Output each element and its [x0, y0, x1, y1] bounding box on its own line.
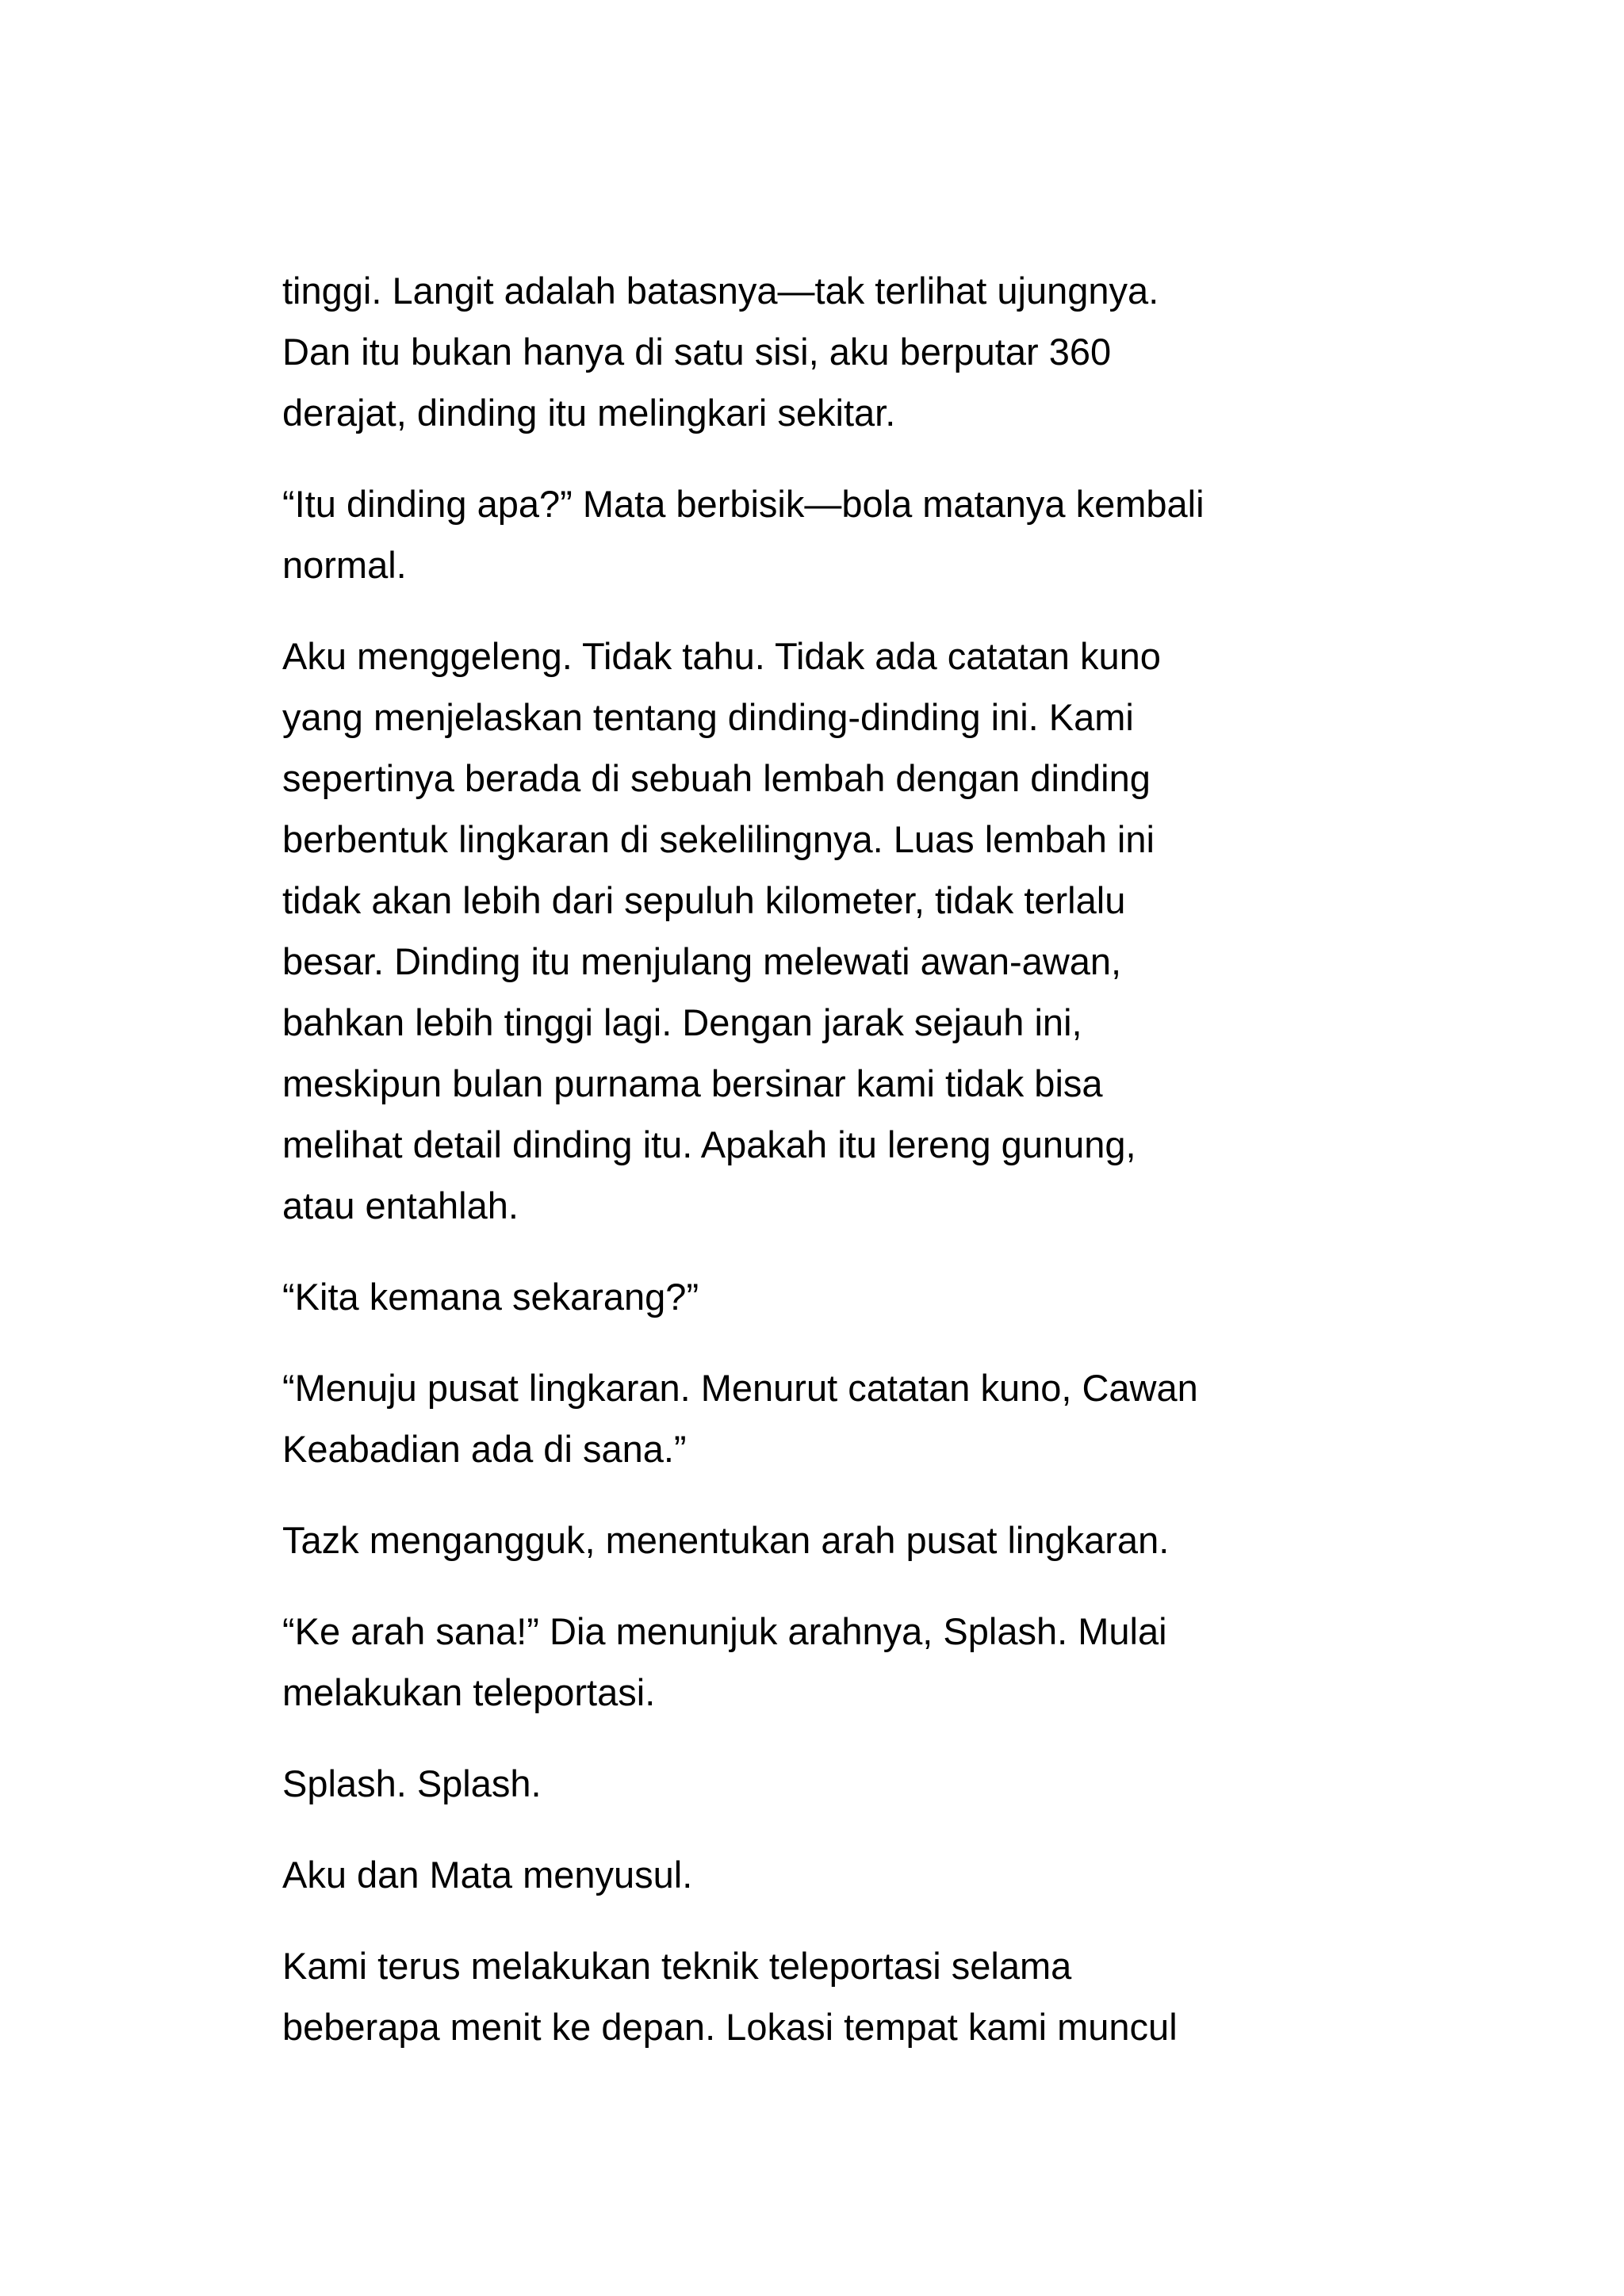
text-line: beberapa menit ke depan. Lokasi tempat kami muncul: [282, 2006, 1178, 2048]
paragraph: [282, 1753, 1424, 1814]
text-line: atau entahlah.: [282, 1184, 519, 1226]
paragraph: [282, 1510, 1424, 1571]
text-line: bahkan lebih tinggi lagi. Dengan jarak sejauh ini,: [282, 1001, 1082, 1043]
text-line: derajat, dinding itu melingkari sekitar.: [282, 392, 896, 434]
text-line: “Menuju pusat lingkaran. Menurut catatan kuno, Cawan: [282, 1367, 1198, 1409]
paragraph: [282, 626, 1424, 1236]
text-line: Aku dan Mata menyusul.: [282, 1854, 693, 1896]
text-line: Splash. Splash.: [282, 1762, 542, 1804]
body-text: [282, 260, 1424, 2087]
text-line: Kami terus melakukan teknik teleportasi selama: [282, 1945, 1072, 1987]
paragraph: [282, 1935, 1424, 2057]
text-line: besar. Dinding itu menjulang melewati awan-awan,: [282, 940, 1122, 982]
text-line: “Ke arah sana!” Dia menunjuk arahnya, Splash. Mulai: [282, 1610, 1167, 1652]
paragraph: [282, 1266, 1424, 1327]
text-line: sepertinya berada di sebuah lembah dengan dinding: [282, 757, 1151, 799]
paragraph: [282, 1357, 1424, 1479]
text-line: meskipun bulan purnama bersinar kami tidak bisa: [282, 1062, 1103, 1104]
text-line: berbentuk lingkaran di sekelilingnya. Luas lembah ini: [282, 818, 1155, 860]
text-line: “Itu dinding apa?” Mata berbisik—bola matanya kembali: [282, 483, 1205, 525]
text-line: tidak akan lebih dari sepuluh kilometer, tidak terlalu: [282, 879, 1126, 921]
paragraph: [282, 1601, 1424, 1723]
text-line: Dan itu bukan hanya di satu sisi, aku berputar 360: [282, 331, 1112, 373]
text-line: melakukan teleportasi.: [282, 1671, 656, 1713]
text-line: normal.: [282, 544, 407, 586]
text-line: Keabadian ada di sana.”: [282, 1428, 687, 1470]
text-line: “Kita kemana sekarang?”: [282, 1276, 699, 1318]
text-line: Tazk mengangguk, menentukan arah pusat lingkaran.: [282, 1519, 1170, 1561]
text-line: melihat detail dinding itu. Apakah itu lereng gunung,: [282, 1123, 1136, 1165]
text-line: Aku menggeleng. Tidak tahu. Tidak ada catatan kuno: [282, 635, 1161, 677]
paragraph: [282, 260, 1424, 443]
paragraph: [282, 1844, 1424, 1905]
paragraph: [282, 473, 1424, 595]
text-line: tinggi. Langit adalah batasnya—tak terlihat ujungnya.: [282, 270, 1159, 312]
text-line: yang menjelaskan tentang dinding-dinding ini. Kami: [282, 696, 1134, 738]
